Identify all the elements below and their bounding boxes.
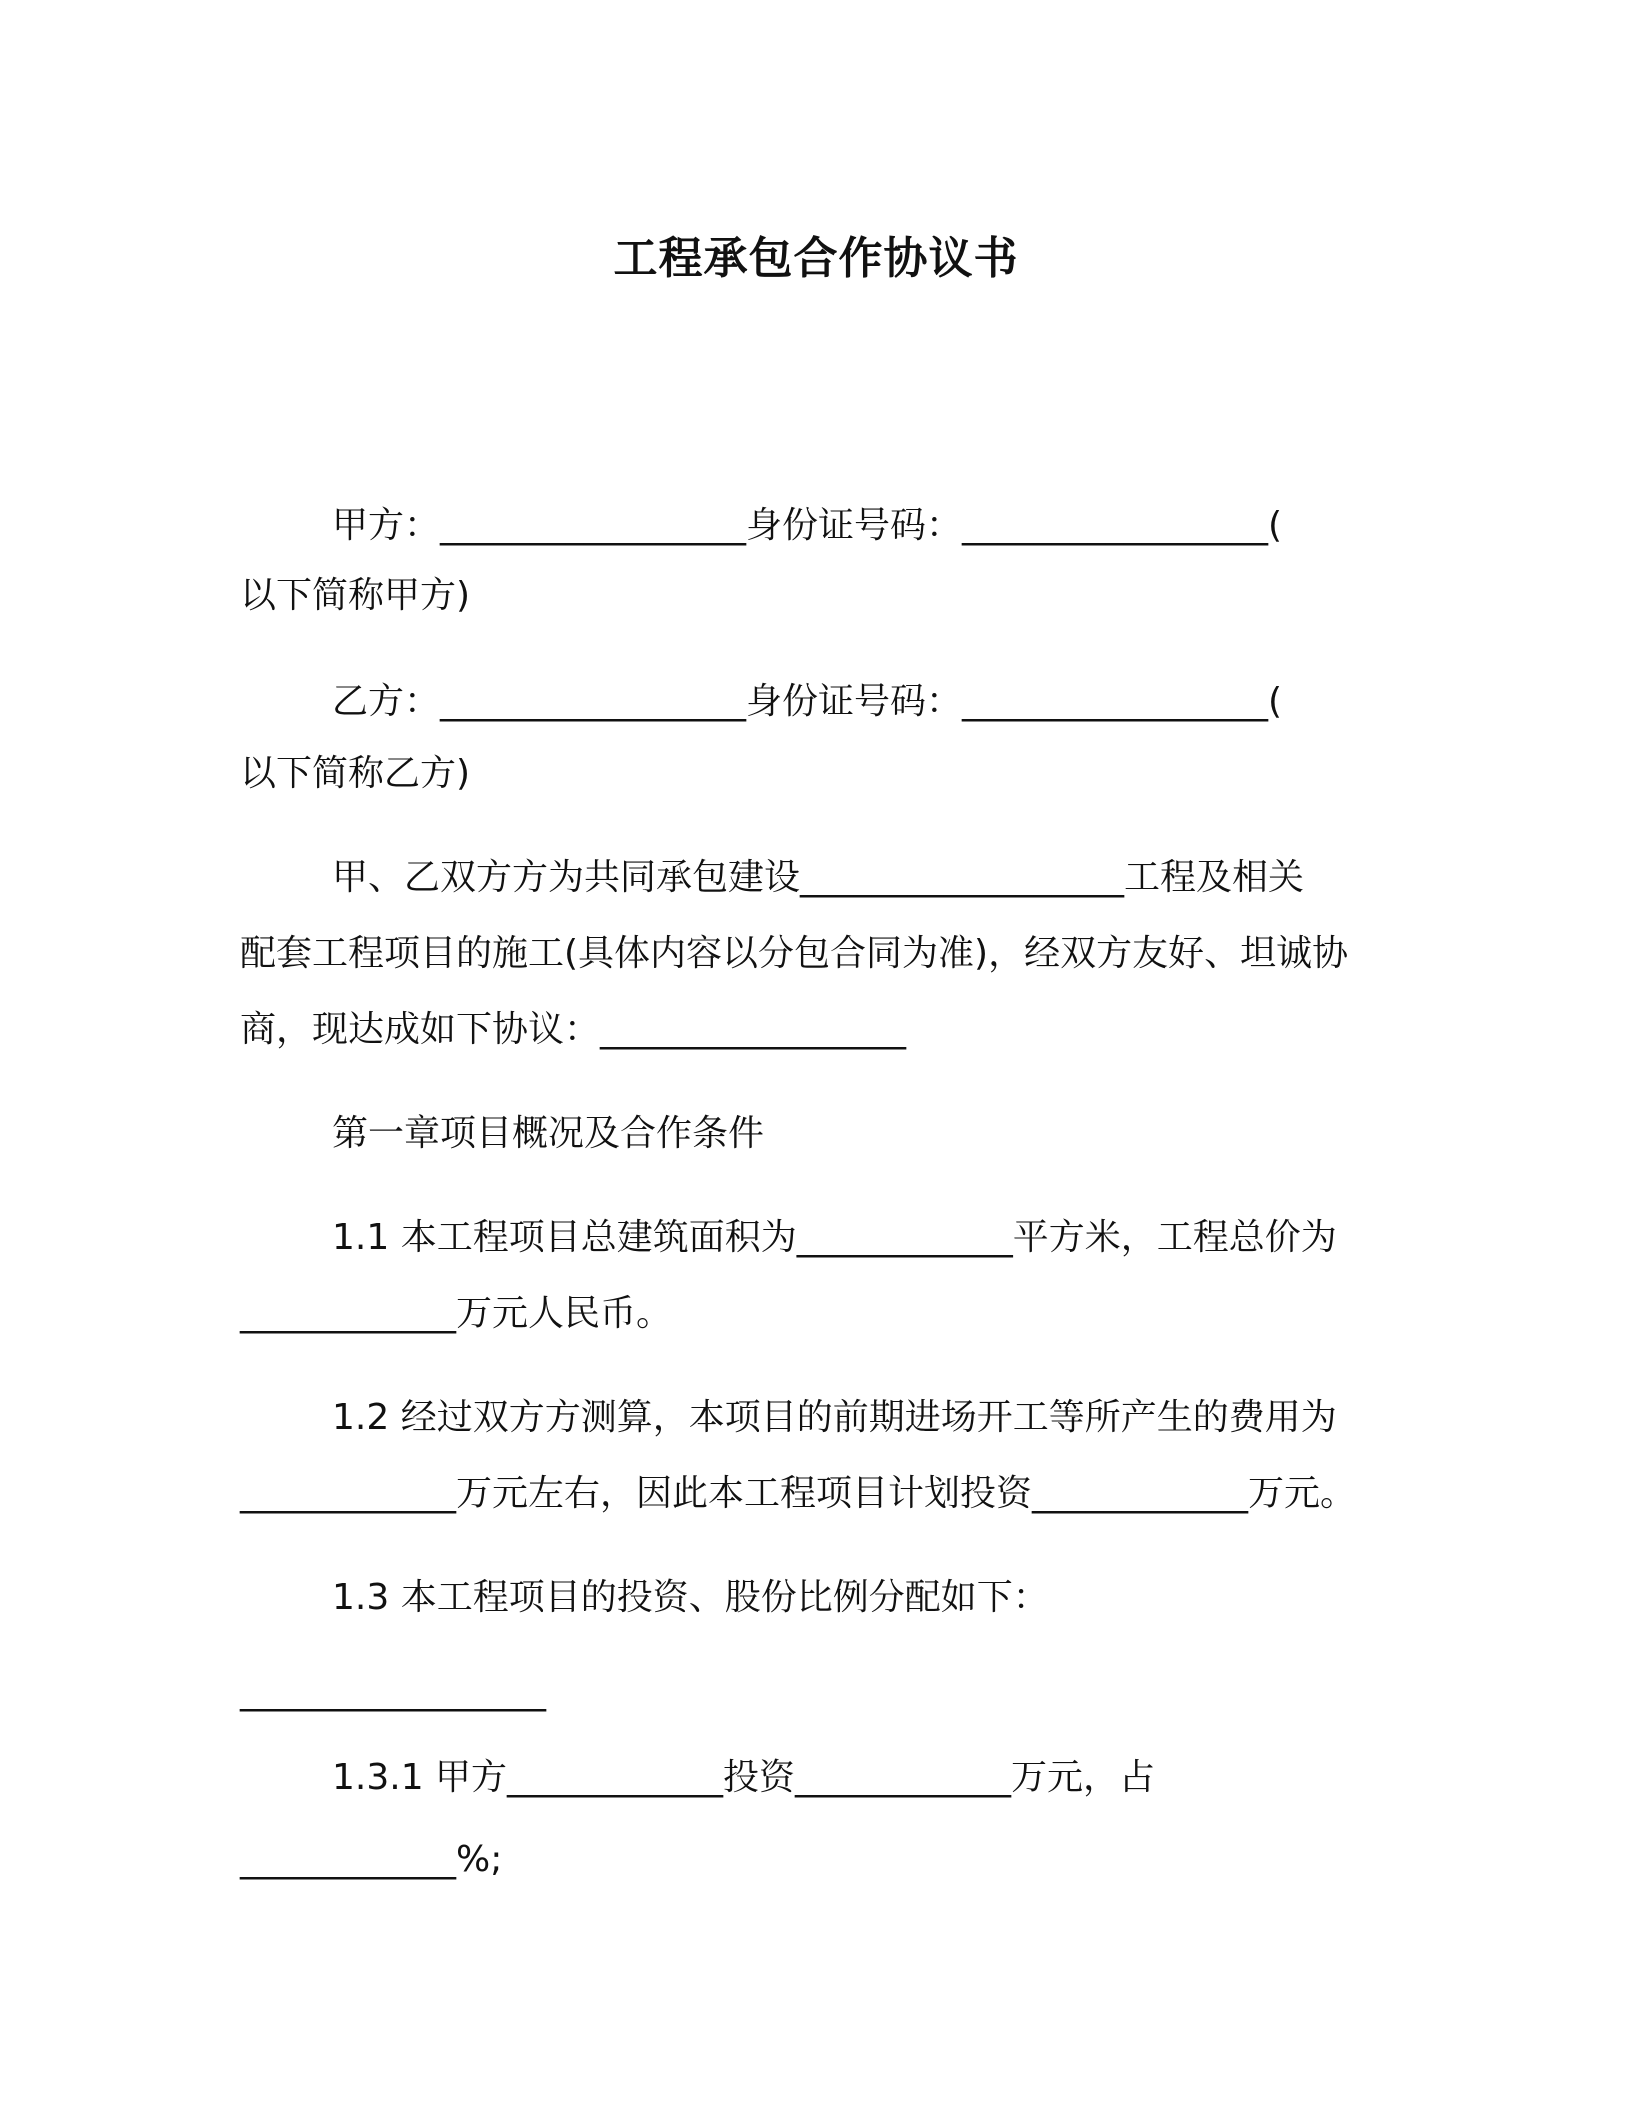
- clause-1-3-1-line-2: ____________%;: [240, 1839, 503, 1880]
- clause-1-1-line-2: ____________万元人民币。: [240, 1293, 673, 1334]
- party-b-alias: 以下简称乙方): [240, 753, 471, 794]
- chapter-heading: 第一章项目概况及合作条件: [332, 1113, 765, 1154]
- clause-1-2-line-1: 1.2 经过双方方测算，本项目的前期进场开工等所产生的费用为: [332, 1397, 1337, 1438]
- clause-1-3-line: 1.3 本工程项目的投资、股份比例分配如下：: [332, 1577, 1049, 1618]
- clause-1-3-blank: _________________: [240, 1671, 546, 1712]
- preamble-line-1: 甲、乙双方方为共同承包建设__________________工程及相关: [332, 857, 1305, 898]
- clause-1-3-1-line-1: 1.3.1 甲方____________投资____________万元，占: [332, 1757, 1156, 1798]
- party-a-alias: 以下简称甲方): [240, 575, 471, 616]
- document-title: 工程承包合作协议书: [613, 233, 1019, 284]
- preamble-line-3: 商，现达成如下协议：_________________: [240, 1009, 907, 1050]
- clause-1-2-line-2: ____________万元左右，因此本工程项目计划投资____________万元。: [240, 1473, 1357, 1514]
- clause-1-1-line-1: 1.1 本工程项目总建筑面积为____________平方米，工程总价为: [332, 1217, 1337, 1258]
- party-a-line: 甲方：_________________身份证号码：_________________(: [332, 505, 1283, 546]
- preamble-line-2: 配套工程项目的施工(具体内容以分包合同为准)，经双方友好、坦诚协: [240, 933, 1349, 974]
- party-b-line: 乙方：_________________身份证号码：_________________(: [332, 681, 1283, 722]
